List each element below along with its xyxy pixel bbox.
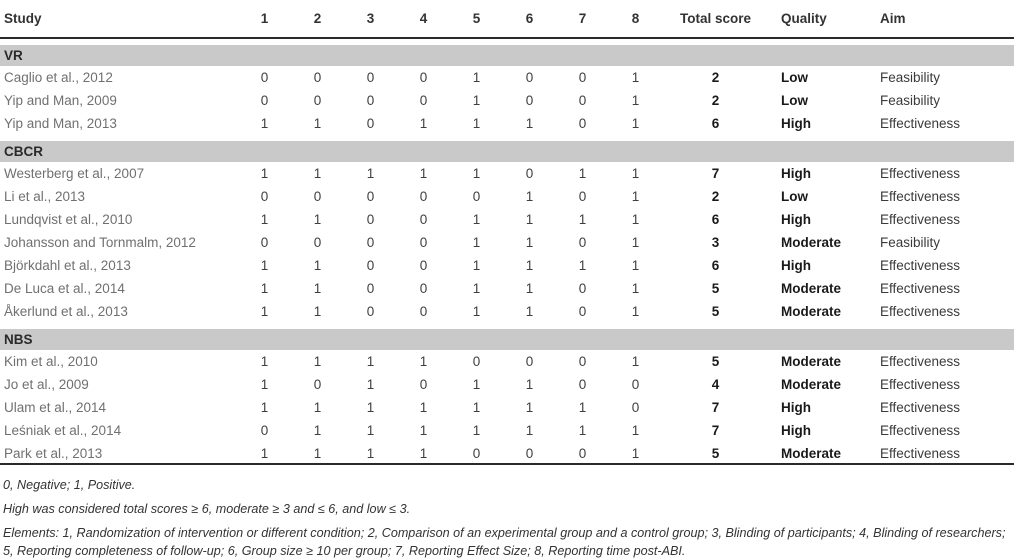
header-quality: Quality [769,0,875,38]
study-name: De Luca et al., 2014 [4,281,125,296]
score-element-7: 1 [578,212,587,227]
score-element-5: 1 [472,116,481,131]
score-element-6: 1 [525,377,534,392]
score-element-1: 1 [260,377,269,392]
header-row [0,0,1014,38]
score-element-6: 1 [525,258,534,273]
score-element-3: 1 [366,354,375,369]
header-study: Study [0,0,238,38]
score-element-6: 1 [525,304,534,319]
score-element-1: 1 [260,446,269,461]
score-element-4: 0 [419,258,428,273]
total-score: 5 [711,281,720,296]
total-score: 7 [711,423,720,438]
score-element-8: 1 [631,281,640,296]
study-name: Ulam et al., 2014 [4,400,107,415]
group-header-row [0,45,1014,66]
study-name: Li et al., 2013 [4,189,86,204]
score-element-6: 1 [525,212,534,227]
score-element-5: 1 [472,304,481,319]
score-element-1: 1 [260,258,269,273]
score-element-8: 1 [631,304,640,319]
table-row [0,162,1014,185]
study-aim: Effectiveness [880,400,961,415]
table-row [0,396,1014,419]
group-label: VR [0,45,1014,66]
score-element-1: 1 [260,354,269,369]
score-element-5: 0 [472,354,481,369]
quality-rating: High [781,400,811,415]
score-element-6: 0 [525,446,534,461]
score-element-4: 0 [419,212,428,227]
score-element-1: 1 [260,281,269,296]
score-element-5: 1 [472,166,481,181]
study-aim: Effectiveness [880,281,961,296]
score-element-8: 0 [631,400,640,415]
score-element-2: 0 [313,93,322,108]
score-element-2: 0 [313,235,322,250]
quality-rating: Moderate [781,235,842,250]
score-element-2: 1 [313,281,322,296]
table-row [0,373,1014,396]
score-element-3: 1 [366,166,375,181]
score-element-2: 0 [313,70,322,85]
score-element-1: 0 [260,189,269,204]
table-row [0,277,1014,300]
total-score: 4 [711,377,720,392]
score-element-3: 1 [366,400,375,415]
score-element-3: 0 [366,258,375,273]
table-row [0,419,1014,442]
score-element-6: 1 [525,189,534,204]
score-element-5: 0 [472,189,481,204]
score-element-5: 1 [472,212,481,227]
score-element-2: 1 [313,212,322,227]
score-element-3: 0 [366,93,375,108]
quality-rating: Low [781,189,808,204]
score-element-1: 1 [260,212,269,227]
quality-rating: Moderate [781,377,842,392]
study-name: Åkerlund et al., 2013 [4,304,128,319]
study-name: Jo et al., 2009 [4,377,89,392]
score-element-5: 1 [472,377,481,392]
quality-rating: Moderate [781,354,842,369]
header-element-5: 5 [450,0,503,38]
study-name: Johansson and Tornmalm, 2012 [4,235,196,250]
table-row [0,300,1014,323]
total-score: 6 [711,212,720,227]
spacer-cell [0,38,1014,45]
study-name: Yip and Man, 2013 [4,116,117,131]
total-score: 7 [711,166,720,181]
score-element-7: 1 [578,423,587,438]
score-element-2: 1 [313,400,322,415]
total-score: 5 [711,304,720,319]
score-element-5: 0 [472,446,481,461]
score-element-2: 1 [313,304,322,319]
score-element-3: 0 [366,281,375,296]
score-element-1: 0 [260,93,269,108]
study-aim: Effectiveness [880,354,961,369]
study-aim: Effectiveness [880,116,961,131]
score-element-4: 0 [419,377,428,392]
quality-rating: Moderate [781,304,842,319]
study-aim: Effectiveness [880,212,961,227]
header-aim: Aim [875,0,1014,38]
score-element-2: 0 [313,189,322,204]
score-element-7: 1 [578,400,587,415]
score-element-5: 1 [472,235,481,250]
score-element-7: 0 [578,354,587,369]
score-element-1: 0 [260,235,269,250]
score-element-1: 1 [260,166,269,181]
total-score: 2 [711,189,720,204]
score-element-7: 0 [578,235,587,250]
study-aim: Effectiveness [880,304,961,319]
score-element-6: 0 [525,93,534,108]
score-element-8: 1 [631,212,640,227]
quality-rating: High [781,258,811,273]
quality-rating: High [781,116,811,131]
study-aim: Feasibility [880,70,941,85]
score-element-4: 0 [419,70,428,85]
header-element-7: 7 [556,0,609,38]
group-header-row [0,329,1014,350]
header-element-8: 8 [609,0,662,38]
table-row [0,112,1014,135]
header-element-4: 4 [397,0,450,38]
score-element-2: 1 [313,446,322,461]
score-element-8: 1 [631,189,640,204]
score-element-2: 1 [313,116,322,131]
study-aim: Feasibility [880,93,941,108]
table-row [0,350,1014,373]
score-element-1: 0 [260,423,269,438]
quality-rating: High [781,212,811,227]
score-element-4: 1 [419,446,428,461]
score-element-8: 1 [631,93,640,108]
score-element-5: 1 [472,70,481,85]
quality-rating: Low [781,70,808,85]
study-name: Yip and Man, 2009 [4,93,117,108]
score-element-6: 1 [525,400,534,415]
header-element-2: 2 [291,0,344,38]
score-element-8: 1 [631,70,640,85]
score-element-7: 0 [578,189,587,204]
score-element-6: 0 [525,354,534,369]
total-score: 3 [711,235,720,250]
score-element-2: 1 [313,166,322,181]
score-element-5: 1 [472,423,481,438]
score-element-4: 1 [419,166,428,181]
score-element-3: 0 [366,70,375,85]
table-row [0,89,1014,112]
study-aim: Effectiveness [880,377,961,392]
score-element-6: 1 [525,281,534,296]
table-body [0,38,1014,465]
score-element-4: 1 [419,354,428,369]
score-element-8: 0 [631,377,640,392]
score-element-7: 0 [578,281,587,296]
score-element-4: 0 [419,189,428,204]
score-element-7: 0 [578,446,587,461]
group-label: CBCR [0,141,1014,162]
footnote-elements: Elements: 1, Randomization of intervention or different condition; 2, Comparison of an experimental group and a control group; 3, Blinding of participants; 4, Blinding of researchers; 5, Reporting completeness of follow-up; 6, Group size ≥ 10 per group; 7, Reporting Effect Size; 8, Reporting time post-ABI. [3,526,1006,558]
score-element-8: 1 [631,116,640,131]
study-aim: Effectiveness [880,166,961,181]
score-element-7: 1 [578,258,587,273]
score-element-6: 1 [525,116,534,131]
study-aim: Effectiveness [880,258,961,273]
score-element-7: 1 [578,166,587,181]
score-element-6: 0 [525,166,534,181]
score-element-7: 0 [578,377,587,392]
table-row [0,66,1014,89]
score-element-7: 0 [578,70,587,85]
table-row [0,208,1014,231]
quality-rating: Moderate [781,446,842,461]
study-aim: Effectiveness [880,423,961,438]
quality-rating: High [781,166,811,181]
score-element-3: 0 [366,212,375,227]
quality-rating: Low [781,93,808,108]
score-element-4: 1 [419,116,428,131]
total-score: 2 [711,93,720,108]
header-element-6: 6 [503,0,556,38]
score-element-8: 1 [631,166,640,181]
study-name: Park et al., 2013 [4,446,103,461]
footnote-quality-rule: High was considered total scores ≥ 6, moderate ≥ 3 and ≤ 6, and low ≤ 3. [3,502,411,516]
score-element-3: 0 [366,189,375,204]
score-element-4: 0 [419,304,428,319]
header-total-score: Total score [662,0,769,38]
quality-rating: High [781,423,811,438]
table-footnotes [3,476,1013,560]
group-spacer [0,38,1014,45]
score-element-3: 0 [366,116,375,131]
table-row [0,185,1014,208]
total-score: 7 [711,400,720,415]
score-element-6: 0 [525,70,534,85]
quality-rating: Moderate [781,281,842,296]
study-name: Björkdahl et al., 2013 [4,258,131,273]
score-element-5: 1 [472,281,481,296]
score-element-1: 1 [260,304,269,319]
score-element-5: 1 [472,400,481,415]
score-element-2: 1 [313,354,322,369]
header-element-3: 3 [344,0,397,38]
score-element-7: 0 [578,304,587,319]
score-element-3: 0 [366,235,375,250]
score-element-2: 1 [313,423,322,438]
total-score: 5 [711,354,720,369]
score-element-3: 1 [366,377,375,392]
score-element-3: 1 [366,423,375,438]
score-element-8: 1 [631,258,640,273]
total-score: 5 [711,446,720,461]
study-name: Westerberg et al., 2007 [4,166,145,181]
score-element-8: 1 [631,446,640,461]
score-element-4: 0 [419,235,428,250]
score-element-2: 0 [313,377,322,392]
group-header-row [0,141,1014,162]
study-aim: Feasibility [880,235,941,250]
score-element-7: 0 [578,93,587,108]
study-aim: Effectiveness [880,189,961,204]
study-name: Caglio et al., 2012 [4,70,113,85]
score-element-3: 1 [366,446,375,461]
header-element-1: 1 [238,0,291,38]
table-row [0,254,1014,277]
score-element-1: 1 [260,116,269,131]
study-name: Kim et al., 2010 [4,354,98,369]
score-element-4: 0 [419,93,428,108]
score-element-8: 1 [631,423,640,438]
score-element-8: 1 [631,235,640,250]
score-element-2: 1 [313,258,322,273]
study-name: Leśniak et al., 2014 [4,423,122,438]
score-element-4: 1 [419,423,428,438]
score-element-1: 1 [260,400,269,415]
table-row [0,442,1014,465]
score-element-4: 1 [419,400,428,415]
score-element-5: 1 [472,93,481,108]
score-element-6: 1 [525,423,534,438]
total-score: 2 [711,70,720,85]
total-score: 6 [711,116,720,131]
score-element-6: 1 [525,235,534,250]
score-element-5: 1 [472,258,481,273]
footnote-legend: 0, Negative; 1, Positive. [3,478,136,492]
score-element-3: 0 [366,304,375,319]
study-aim: Effectiveness [880,446,961,461]
total-score: 6 [711,258,720,273]
score-element-8: 1 [631,354,640,369]
score-element-7: 0 [578,116,587,131]
table-row [0,231,1014,254]
score-element-1: 0 [260,70,269,85]
group-label: NBS [0,329,1014,350]
score-element-4: 0 [419,281,428,296]
table-bottom-rule [0,463,1014,465]
study-name: Lundqvist et al., 2010 [4,212,133,227]
